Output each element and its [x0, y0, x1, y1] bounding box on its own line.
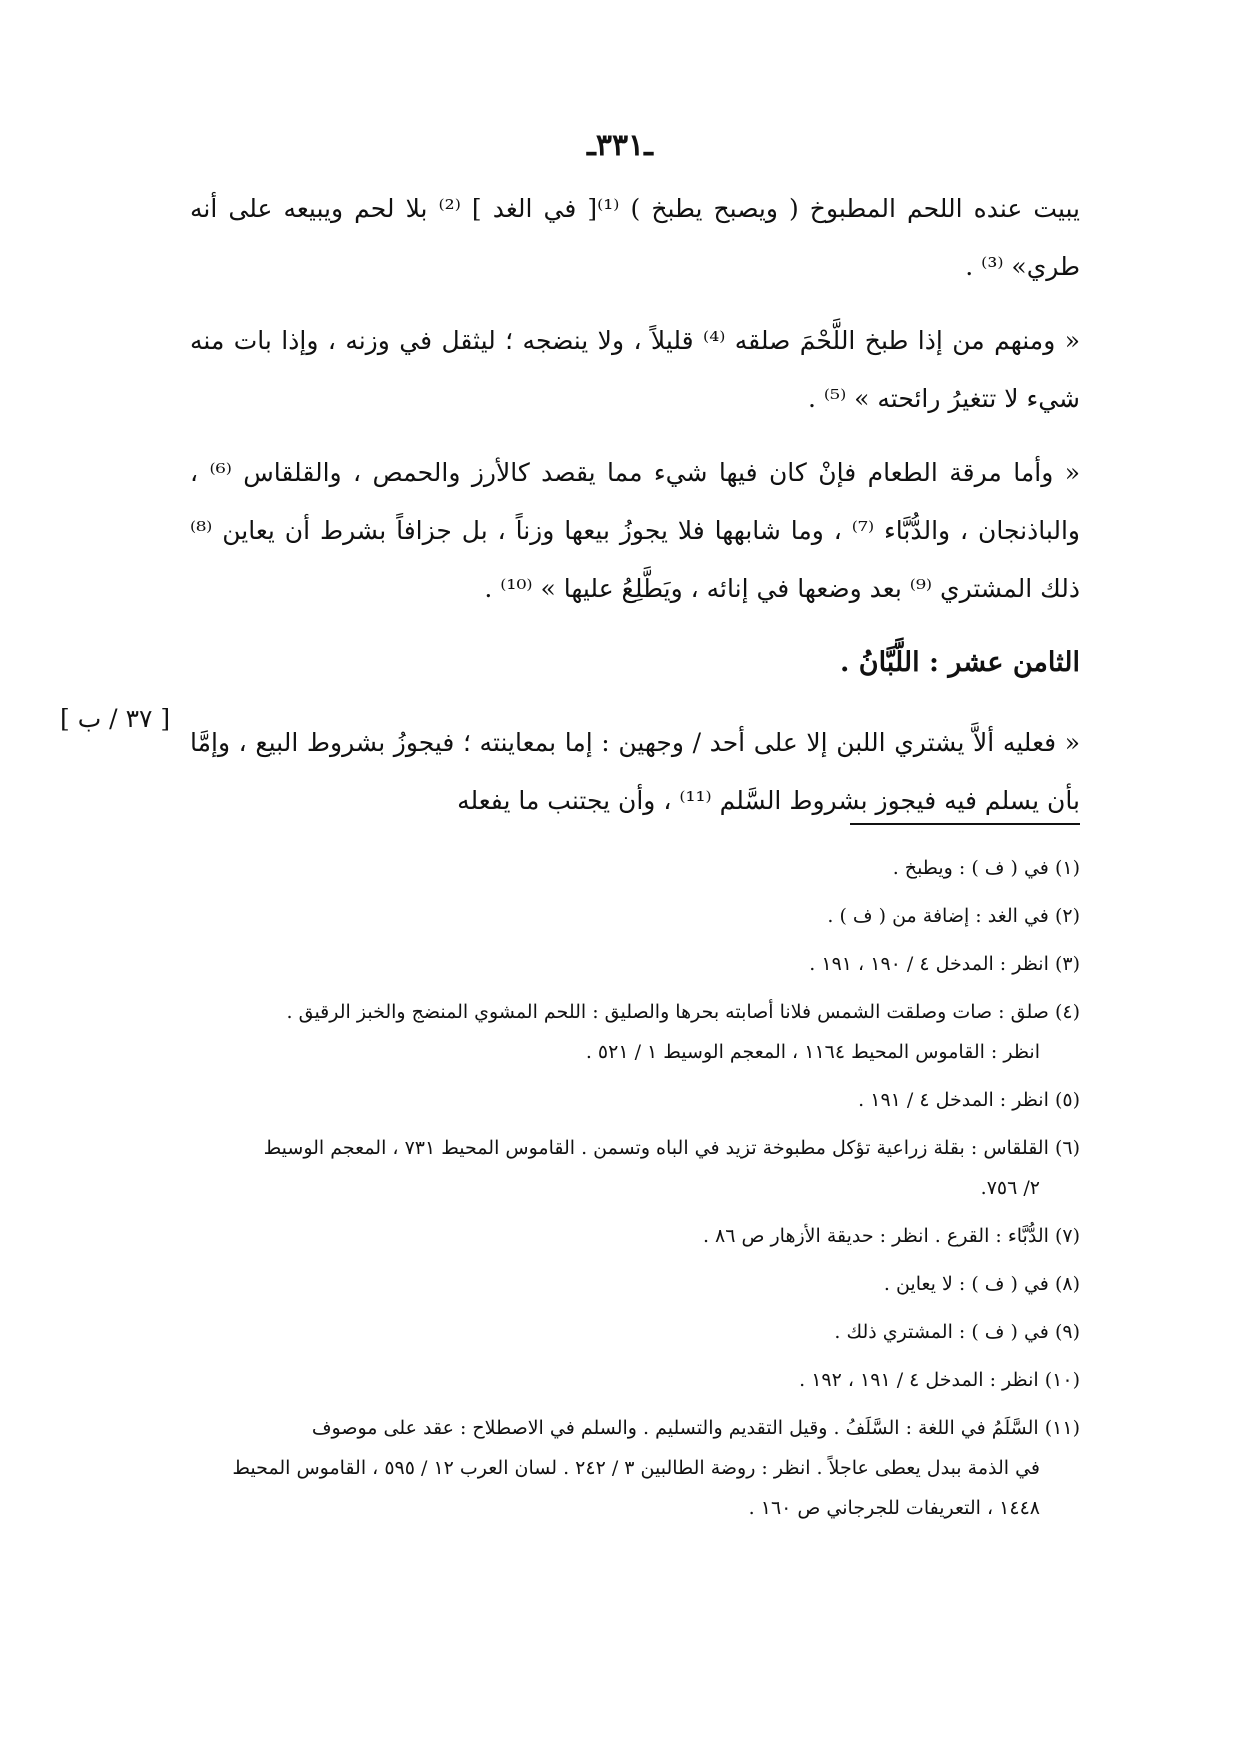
- footnote-text: انظر : المدخل ٤ / ١٩٠ ، ١٩١ .: [809, 953, 1049, 975]
- footnote-continuation: انظر : القاموس المحيط ١١٦٤ ، المعجم الوسيط ١ / ٥٢١ .: [585, 1041, 1040, 1063]
- footnote-number: (١١): [1044, 1417, 1080, 1439]
- folio-marker: [ ٣٧ / ب ]: [60, 704, 171, 733]
- footnote: [190, 848, 1080, 888]
- footnote: [190, 1408, 1080, 1528]
- footnote-number: (٩): [1054, 1321, 1080, 1343]
- footnote-text: السَّلَمُ في اللغة : السَّلَفُ . وقيل التقديم والتسليم . والسلم في الاصطلاح : عقد على موصوف: [311, 1417, 1039, 1439]
- footnotes: [190, 848, 1080, 1536]
- footnote-text: صلق : صات وصلقت الشمس فلانا أصابته بحرها والصليق : اللحم المشوي المنضج والخبز الرقيق .: [286, 1001, 1049, 1023]
- footnote-text: الدُّبَّاء : القرع . انظر : حديقة الأزهار ص ٨٦ .: [702, 1225, 1049, 1247]
- paragraph-2: « ومنهم من إذا طبخ اللَّحْمَ صلقه ⁽⁴⁾ قليلاً ، ولا ينضجه ؛ ليثقل في وزنه ، وإذا بات منه شيء لا تتغيرُ رائحته » ⁽⁵⁾ .: [190, 326, 1080, 413]
- paragraph-1: يبيت عنده اللحم المطبوخ ( ويصبح يطبخ ) ⁽¹⁾[ في الغد ] ⁽²⁾ بلا لحم ويبيعه على أنه طري» ⁽³⁾ .: [190, 194, 1081, 281]
- main-text: [190, 180, 1080, 846]
- footnote-number: (٣): [1054, 953, 1080, 975]
- footnote-number: (٥): [1054, 1089, 1080, 1111]
- footnote-text: انظر : المدخل ٤ / ١٩١ ، ١٩٢ .: [799, 1369, 1039, 1391]
- footnote-text: القلقاس : بقلة زراعية تؤكل مطبوخة تزيد في الباه وتسمن . القاموس المحيط ٧٣١ ، المعجم الوسيط: [263, 1137, 1049, 1159]
- footnote-text: في ( ف ) : المشتري ذلك .: [834, 1321, 1049, 1343]
- footnote-continuation: ٢/ ٧٥٦.: [980, 1177, 1040, 1199]
- footnote-text: في الغد : إضافة من ( ف ) .: [827, 905, 1049, 927]
- footnote-divider: [850, 823, 1080, 825]
- footnote-number: (١): [1054, 857, 1080, 879]
- footnote-number: (٢): [1054, 905, 1080, 927]
- footnote-text: في ( ف ) : لا يعاين .: [883, 1273, 1049, 1295]
- paragraph-4: « فعليه ألاَّ يشتري اللبن إلا على أحد / وجهين : إما بمعاينته ؛ فيجوزُ بشروط البيع ، وإمَّا بأن يسلم فيه فيجوز بشروط السَّلم ⁽¹¹⁾ ، وأن يجتنب ما يفعله: [190, 728, 1080, 815]
- footnote: [190, 1360, 1080, 1400]
- section-heading: الثامن عشر : اللَّبَّانُ .: [839, 647, 1080, 678]
- paragraph-3: « وأما مرقة الطعام فإنْ كان فيها شيء مما يقصد كالأرز والحمص ، والقلقاس ⁽⁶⁾ ، والباذنجان ، والدُّبَّاء ⁽⁷⁾ ، وما شابهها فلا يجوزُ بيعها وزناً ، بل جزافاً بشرط أن يعاين ⁽⁸⁾ ذلك المشتري ⁽⁹⁾ بعد وضعها في إنائه ، ويَطَّلِعُ عليها » ⁽¹⁰⁾ .: [190, 458, 1081, 603]
- footnote-continuation: في الذمة ببدل يعطى عاجلاً . انظر : روضة الطالبين ٣ / ٢٤٢ . لسان العرب ١٢ / ٥٩٥ ، القاموس المحيط ١٤٤٨ ، التعريفات للجرجاني ص ١٦٠ .: [232, 1457, 1040, 1519]
- footnote: [190, 896, 1080, 936]
- page-number: ـ٣٣١ـ: [587, 128, 653, 163]
- footnote-number: (٦): [1054, 1137, 1080, 1159]
- footnote: [190, 1128, 1080, 1208]
- footnote-text: انظر : المدخل ٤ / ١٩١ .: [858, 1089, 1049, 1111]
- footnote-number: (٧): [1054, 1225, 1080, 1247]
- footnote-number: (١٠): [1044, 1369, 1080, 1391]
- footnote: [190, 1216, 1080, 1256]
- footnote-number: (٨): [1054, 1273, 1080, 1295]
- footnote: [190, 944, 1080, 984]
- footnote: [190, 992, 1080, 1072]
- footnote: [190, 1080, 1080, 1120]
- footnote-number: (٤): [1054, 1001, 1080, 1023]
- footnote-text: في ( ف ) : ويطبخ .: [892, 857, 1049, 879]
- footnote: [190, 1312, 1080, 1352]
- footnote: [190, 1264, 1080, 1304]
